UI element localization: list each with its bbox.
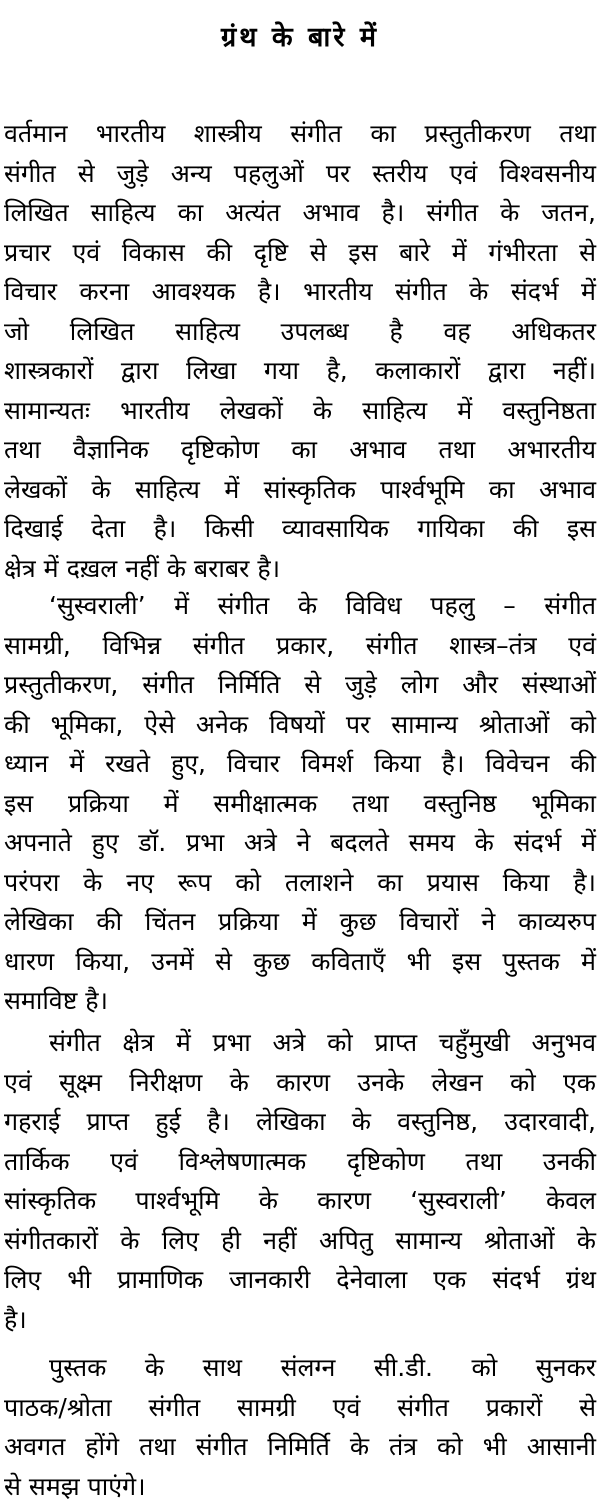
- paragraph-4-line-4: से समझ पाएंगे।: [4, 1472, 146, 1501]
- paragraph-1-line-9: तथा वैज्ञानिक दृष्टिकोण का अभाव तथा अभारतीय: [4, 435, 596, 464]
- paragraph-3-line-1: संगीत क्षेत्र में प्रभा अत्रे को प्राप्त चहुँमुखी अनुभव: [49, 1028, 596, 1057]
- paragraph-4-line-2: पाठक/श्रोता संगीत सामग्री एवं संगीत प्रकारों से: [4, 1393, 596, 1422]
- paragraph-2-line-6: इस प्रक्रिया में समीक्षात्मक तथा वस्तुनिष्ठ भूमिका: [4, 789, 596, 818]
- paragraph-2-line-9: लेखिका की चिंतन प्रक्रिया में कुछ विचारों ने काव्यरुप: [4, 907, 596, 936]
- paragraph-3-line-5: सांस्कृतिक पार्श्वभूमि के कारण ‘सुस्वराली’ केवल: [4, 1186, 596, 1215]
- paragraph-3-line-7: लिए भी प्रामाणिक जानकारी देनेवाला एक संदर्भ ग्रंथ: [4, 1265, 596, 1294]
- paragraph-1-line-1: वर्तमान भारतीय शास्त्रीय संगीत का प्रस्तुतीकरण तथा: [4, 119, 596, 148]
- paragraph-2-line-4: की भूमिका, ऐसे अनेक विषयों पर सामान्य श्रोताओं को: [4, 710, 596, 739]
- paragraph-2-line-5: ध्यान में रखते हुए, विचार विमर्श किया है। विवेचन की: [4, 749, 596, 778]
- paragraph-2-line-1: ‘सुस्वराली’ में संगीत के विविध पहलु – संगीत: [49, 591, 596, 620]
- paragraph-2-line-7: अपनाते हुए डॉ. प्रभा अत्रे ने बदलते समय के संदर्भ में: [4, 828, 596, 857]
- paragraph-3-line-3: गहराई प्राप्त हुई है। लेखिका के वस्तुनिष्ठ, उदारवादी,: [4, 1107, 596, 1136]
- paragraph-1-line-10: लेखकों के साहित्य में सांस्कृतिक पार्श्वभूमि का अभाव: [4, 475, 596, 504]
- paragraph-1-line-2: संगीत से जुड़े अन्य पहलुओं पर स्तरीय एवं विश्वसनीय: [4, 159, 596, 188]
- paragraph-1-line-8: सामान्यतः भारतीय लेखकों के साहित्य में वस्तुनिष्ठता: [4, 396, 596, 425]
- paragraph-1-line-3: लिखित साहित्य का अत्यंत अभाव है। संगीत के जतन,: [4, 198, 596, 227]
- paragraph-1-line-7: शास्त्रकारों द्वारा लिखा गया है, कलाकारों द्वारा नहीं।: [4, 356, 596, 385]
- paragraph-2-line-11: समाविष्ट है।: [4, 986, 108, 1015]
- paragraph-3-line-2: एवं सूक्ष्म निरीक्षण के कारण उनके लेखन को एक: [4, 1068, 596, 1097]
- paragraph-4-line-1: पुस्तक के साथ संलग्न सी.डी. को सुनकर: [49, 1353, 596, 1382]
- paragraph-3-line-6: संगीतकारों के लिए ही नहीं अपितु सामान्य श्रोताओं के: [4, 1226, 596, 1255]
- paragraph-2-line-8: परंपरा के नए रूप को तलाशने का प्रयास किया है।: [4, 868, 596, 897]
- paragraph-2-line-10: धारण किया, उनमें से कुछ कविताएँ भी इस पुस्तक में: [4, 947, 596, 976]
- paragraph-1-line-11: दिखाई देता है। किसी व्यावसायिक गायिका की इस: [4, 514, 596, 543]
- paragraph-1-line-5: विचार करना आवश्यक है। भारतीय संगीत के संदर्भ में: [4, 277, 596, 306]
- page-title: ग्रंथ के बारे में: [220, 22, 379, 53]
- paragraph-3-line-4: तार्किक एवं विश्लेषणात्मक दृष्टिकोण तथा उनकी: [4, 1147, 596, 1176]
- paragraph-1-line-6: जो लिखित साहित्य उपलब्ध है वह अधिकतर: [4, 317, 596, 346]
- paragraph-2-line-3: प्रस्तुतीकरण, संगीत निर्मिति से जुड़े लोग और संस्थाओं: [4, 670, 596, 699]
- paragraph-2-line-2: सामग्री, विभिन्न संगीत प्रकार, संगीत शास्त्र–तंत्र एवं: [4, 631, 596, 660]
- paragraph-1-line-4: प्रचार एवं विकास की दृष्टि से इस बारे में गंभीरता से: [4, 238, 596, 267]
- paragraph-3-line-8: है।: [4, 1305, 27, 1334]
- paragraph-1-line-12: क्षेत्र में दख़ल नहीं के बराबर है।: [4, 554, 281, 583]
- paragraph-4-line-3: अवगत होंगे तथा संगीत निमिर्ति के तंत्र को भी आसानी: [4, 1432, 596, 1461]
